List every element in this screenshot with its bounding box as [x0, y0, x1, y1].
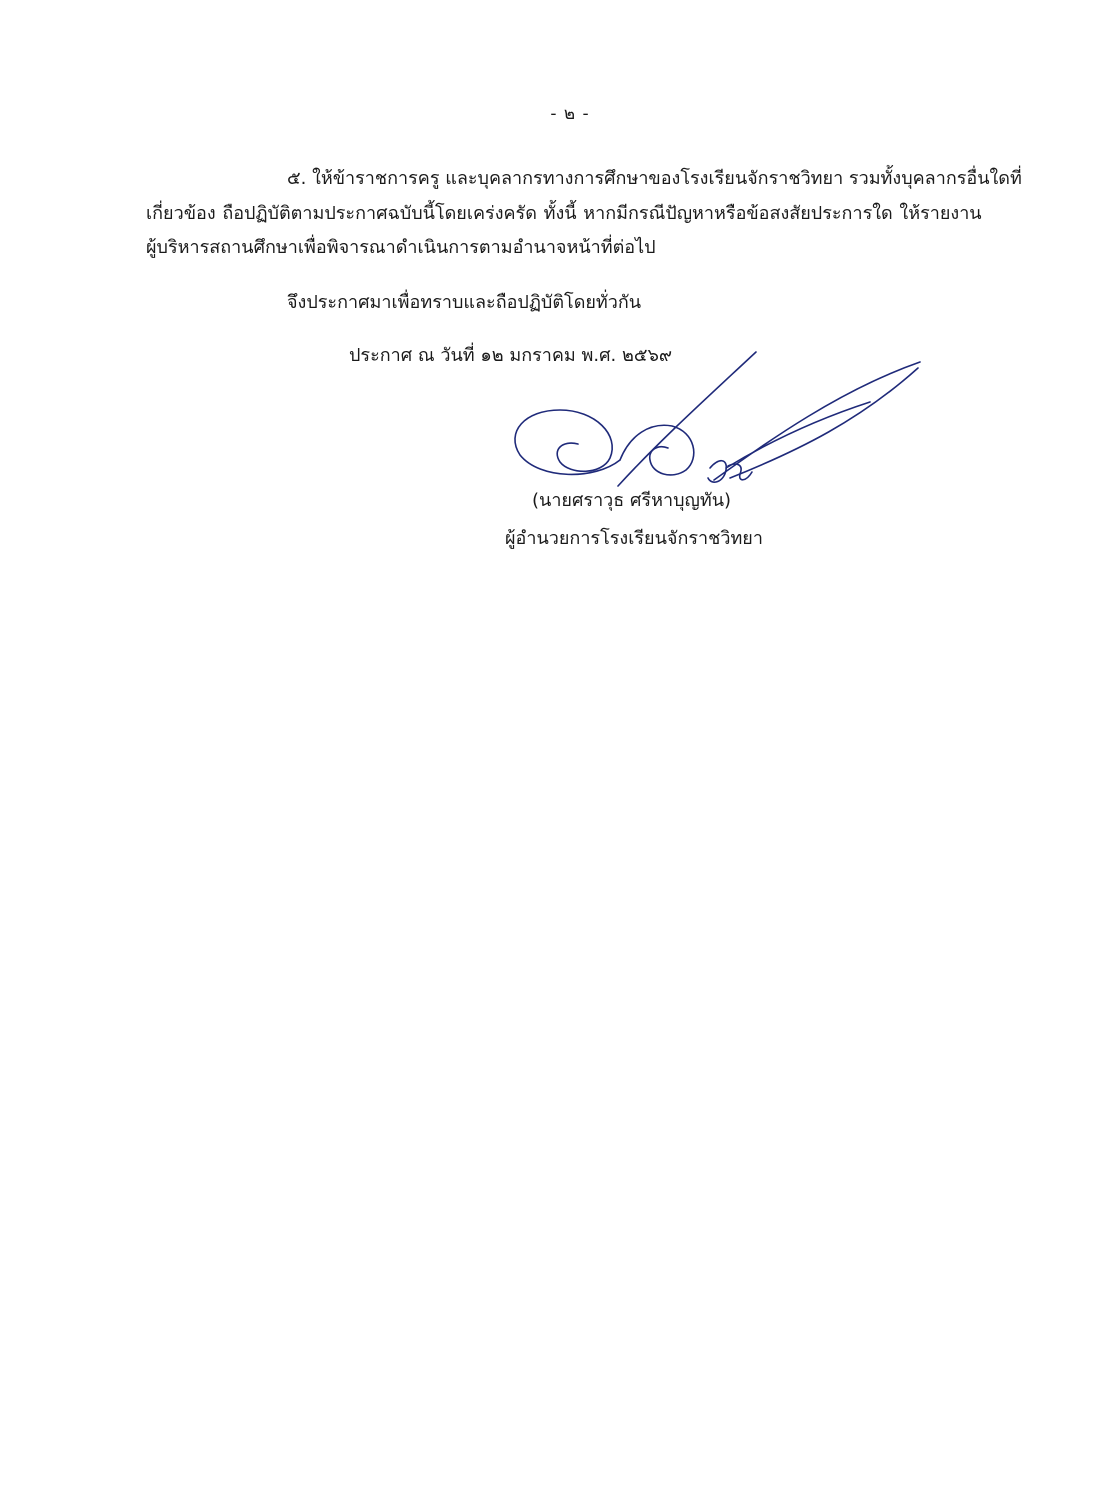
signatory-position: ผู้อำนวยการโรงเรียนจักราชวิทยา — [505, 528, 763, 549]
body-line-3: ผู้บริหารสถานศึกษาเพื่อพิจารณาดำเนินการตามอำนาจหน้าที่ต่อไป — [146, 237, 656, 258]
handwritten-signature — [500, 340, 940, 510]
page-number: - ๒ - — [550, 104, 590, 124]
body-line-2: เกี่ยวข้อง ถือปฏิบัติตามประกาศฉบับนี้โดยเคร่งครัด ทั้งนี้ หากมีกรณีปัญหาหรือข้อสงสัยประการใด ให้รายงาน — [146, 203, 982, 224]
signatory-name: (นายศราวุธ ศรีหาบุญทัน) — [532, 490, 732, 511]
body-line-1: ๕. ให้ข้าราชการครู และบุคลากรทางการศึกษาของโรงเรียนจักราชวิทยา รวมทั้งบุคลากรอื่นใดที่ — [287, 168, 1022, 189]
announcement-date: ประกาศ ณ วันที่ ๑๒ มกราคม พ.ศ. ๒๕๖๙ — [349, 345, 673, 366]
closing-statement: จึงประกาศมาเพื่อทราบและถือปฏิบัติโดยทั่วกัน — [287, 292, 642, 313]
